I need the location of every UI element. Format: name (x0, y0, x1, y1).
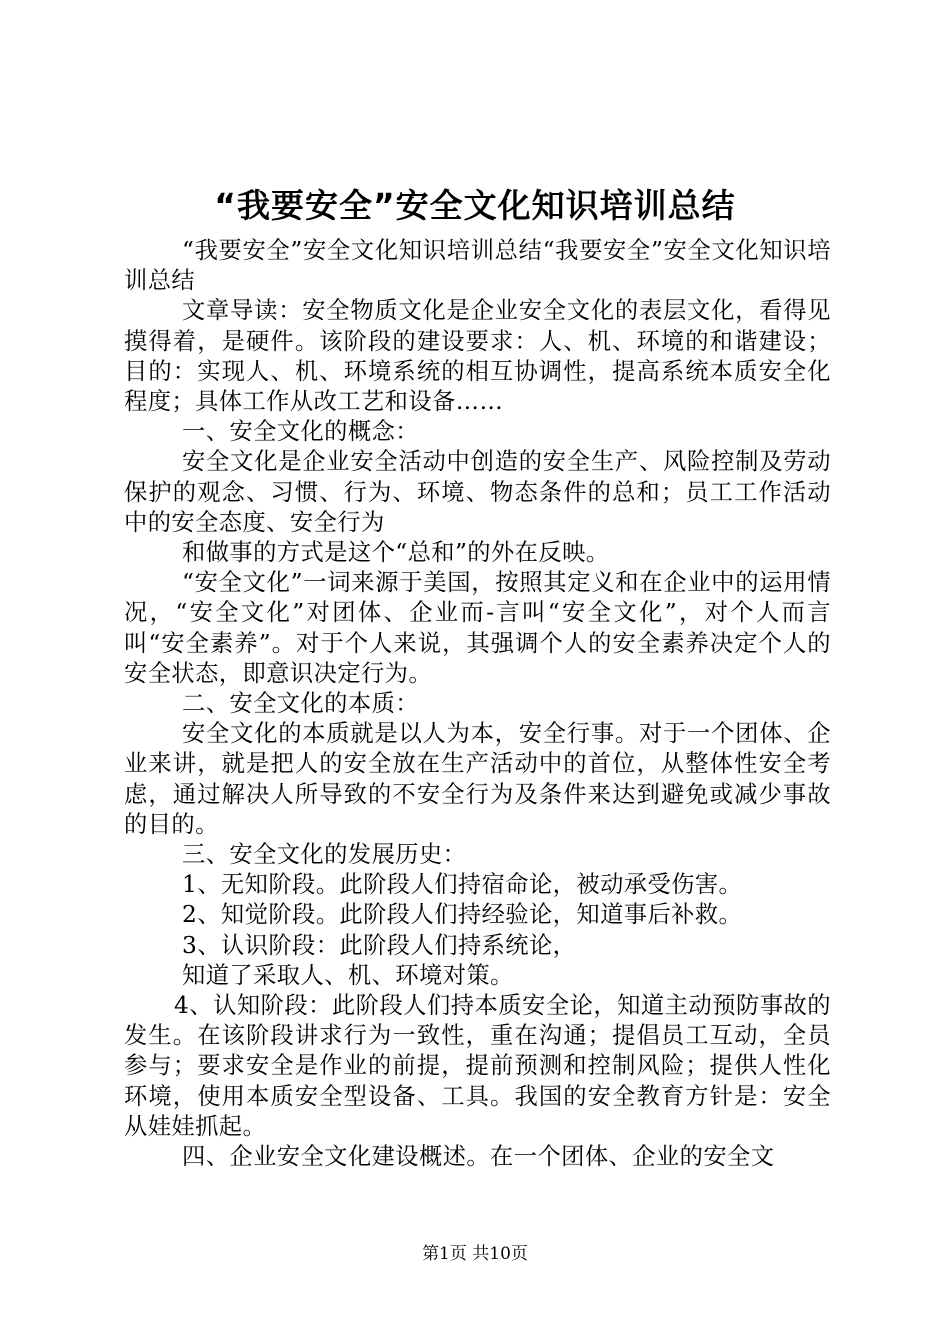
section-heading-overview: 四、企业安全文化建设概述。在一个团体、企业的安全文 (182, 1143, 775, 1171)
page-number: 第1页 共10页 (422, 1244, 528, 1264)
document-body (124, 236, 831, 1172)
section-heading-concept: 一、安全文化的概念： (182, 418, 419, 446)
paragraph-concept-cont: 和做事的方式是这个“总和”的外在反映。 (182, 539, 610, 567)
paragraph-essence: 安全文化的本质就是以人为本，安全行事。对于一个团体、企业来讲，就是把人的安全放在生产活动中的首位，从整体性安全考虑，通过解决人所导致的不安全行为及条件来达到避免或减少事故的目的。 (124, 720, 831, 838)
list-item-stage-3: 3、认识阶段：此阶段人们持系统论， (182, 931, 577, 959)
paragraph-origin: “安全文化”一词来源于美国，按照其定义和在企业中的运用情况，“安全文化”对团体、企业而-言叫“安全文化”，对个人而言叫“安全素养”。对于个人来说，其强调个人的安全素养决定个人的安全状态，即意识决定行为。 (124, 569, 831, 687)
list-item-stage-3-cont: 知道了采取人、机、环境对策。 (182, 961, 514, 989)
paragraph-concept: 安全文化是企业安全活动中创造的安全生产、风险控制及劳动保护的观念、习惯、行为、环境、物态条件的总和；员工工作活动中的安全态度、安全行为 (124, 448, 831, 536)
list-item-stage-2: 2、知觉阶段。此阶段人们持经验论，知道事后补救。 (182, 901, 743, 929)
paragraph-intro-title: “我要安全”安全文化知识培训总结“我要安全”安全文化知识培训总结 (124, 237, 831, 295)
section-heading-history: 三、安全文化的发展历史： (182, 841, 467, 869)
paragraph-guide: 文章导读：安全物质文化是企业安全文化的表层文化，看得见摸得着，是硬件。该阶段的建设要求：人、机、环境的和谐建设；目的：实现人、机、环境系统的相互协调性，提高系统本质安全化程度；具体工作从改工艺和设备…… (124, 297, 831, 416)
list-item-stage-1: 1、无知阶段。此阶段人们持宿命论，被动承受伤害。 (182, 871, 743, 899)
document-title: “我要安全”安全文化知识培训总结 (214, 186, 736, 225)
list-item-stage-4: 4、认知阶段：此阶段人们持本质安全论，知道主动预防事故的发生。在该阶段讲求行为一致性，重在沟通；提倡员工互动，全员参与；要求安全是作业的前提，提前预测和控制风险；提供人性化环境，使用本质安全型设备、工具。我国的安全教育方针是：安全从娃娃抓起。 (124, 992, 831, 1140)
section-heading-essence: 二、安全文化的本质： (182, 690, 419, 718)
